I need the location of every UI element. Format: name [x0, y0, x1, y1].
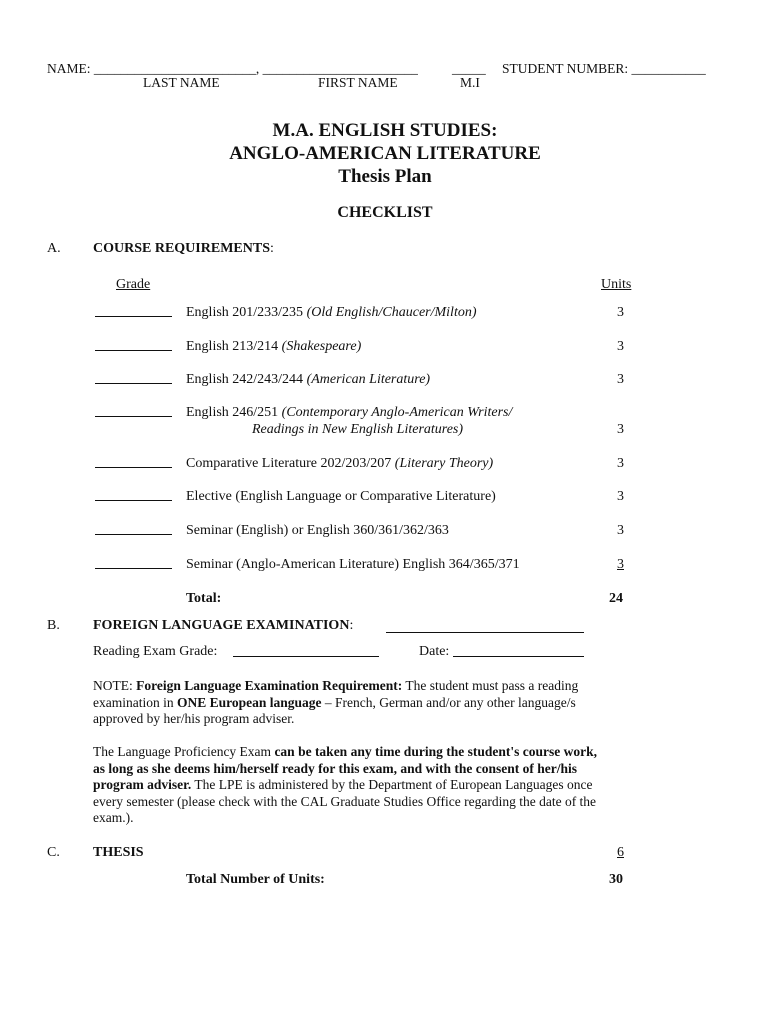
course-note-continued: Readings in New English Literatures) [252, 422, 464, 437]
last-name-caption: LAST NAME [143, 75, 220, 90]
section-a-heading [93, 241, 274, 257]
section-c-letter: C. [47, 845, 60, 860]
course-name [186, 489, 496, 505]
mi-caption: M.I [460, 75, 480, 90]
section-a-letter: A. [47, 241, 61, 256]
total-value: 24 [609, 591, 623, 606]
course-name [186, 305, 477, 321]
section-b-heading-text: FOREIGN LANGUAGE EXAMINATION [93, 618, 350, 633]
section-b-letter: B. [47, 618, 60, 633]
course-title: Seminar (English) or English 360/361/362/363 [186, 523, 449, 538]
course-units: 3 [617, 422, 624, 437]
lpe-text-2: The LPE is administered by the Department of European Languages once every semester (please check with the CAL Graduate Studies Office regarding the date of the exam.). [93, 777, 597, 825]
student-number-label: STUDENT NUMBER: ___________ [502, 61, 706, 76]
title-line-2: ANGLO-AMERICAN LITERATURE [229, 143, 541, 164]
section-a-heading-text: COURSE REQUIREMENTS [93, 241, 270, 256]
course-title: English 242/243/244 [186, 372, 307, 387]
course-name [186, 405, 512, 421]
course-units: 3 [617, 456, 624, 471]
course-title: Elective (English Language or Comparative Literature) [186, 489, 496, 504]
note-bold: Foreign Language Examination Requirement: [136, 678, 403, 693]
checklist-heading: CHECKLIST [337, 204, 433, 221]
course-note: (Shakespeare) [281, 339, 362, 354]
course-name [186, 339, 361, 355]
course-units: 3 [617, 523, 624, 538]
grade-blank[interactable] [95, 416, 172, 417]
reading-exam-grade-blank[interactable] [233, 656, 379, 657]
grade-blank[interactable] [95, 316, 172, 317]
lpe-paragraph [93, 744, 603, 827]
course-units: 3 [617, 339, 624, 354]
reading-exam-grade-label: Reading Exam Grade: [93, 644, 218, 659]
grade-column-header: Grade [116, 277, 151, 292]
total-units-label: Total Number of Units: [186, 872, 325, 887]
course-title: Comparative Literature 202/203/207 [186, 456, 395, 471]
course-note: (Old English/Chaucer/Milton) [306, 305, 477, 320]
title-line-3: Thesis Plan [338, 166, 432, 187]
course-name [186, 456, 493, 472]
course-units: 3 [617, 557, 624, 572]
note-text-1: The student must pass a reading examination in [93, 678, 579, 710]
course-note: (Literary Theory) [394, 456, 494, 471]
total-units-value: 30 [609, 872, 623, 887]
course-title: English 201/233/235 [186, 305, 307, 320]
date-label: Date: [419, 644, 450, 659]
lpe-bold: can be taken any time during the student's course work, as long as she deems him/herself ready for this exam, and with the consent of her/his program adviser. [93, 744, 597, 792]
course-title: English 213/214 [186, 339, 282, 354]
course-name [186, 372, 430, 388]
mi-blank: _____ [452, 61, 486, 76]
course-units: 3 [617, 372, 624, 387]
total-label: Total: [186, 591, 222, 606]
course-name [186, 523, 449, 539]
course-note: (American Literature) [306, 372, 431, 387]
lpe-text-1: The Language Proficiency Exam [93, 744, 275, 759]
foreign-language-blank[interactable] [386, 632, 584, 633]
units-column-header: Units [601, 277, 632, 292]
thesis-units: 6 [617, 845, 624, 860]
date-blank[interactable] [453, 656, 584, 657]
grade-blank[interactable] [95, 467, 172, 468]
note-prefix: NOTE: [93, 678, 137, 693]
section-b-heading [93, 618, 353, 634]
course-title: English 246/251 [186, 405, 282, 420]
course-name [186, 557, 520, 573]
title-line-1: M.A. ENGLISH STUDIES: [272, 120, 498, 141]
name-field-label: NAME: ________________________, _______________________ [47, 61, 418, 76]
grade-blank[interactable] [95, 350, 172, 351]
grade-blank[interactable] [95, 534, 172, 535]
foreign-language-note [93, 678, 603, 728]
course-units: 3 [617, 305, 624, 320]
section-c-heading: THESIS [93, 845, 144, 860]
grade-blank[interactable] [95, 383, 172, 384]
section-b-heading-colon: : [349, 618, 354, 633]
note-bold-2: ONE European language [176, 694, 322, 710]
grade-blank[interactable] [95, 500, 172, 501]
course-note: (Contemporary Anglo-American Writers/ [281, 405, 513, 420]
course-units: 3 [617, 489, 624, 504]
section-a-heading-colon: : [269, 241, 274, 256]
course-title: Seminar (Anglo-American Literature) English 364/365/371 [186, 557, 520, 572]
note-text-2: – French, German and/or any other language/s approved by her/his program adviser. [93, 694, 576, 726]
first-name-caption: FIRST NAME [318, 75, 398, 90]
grade-blank[interactable] [95, 568, 172, 569]
